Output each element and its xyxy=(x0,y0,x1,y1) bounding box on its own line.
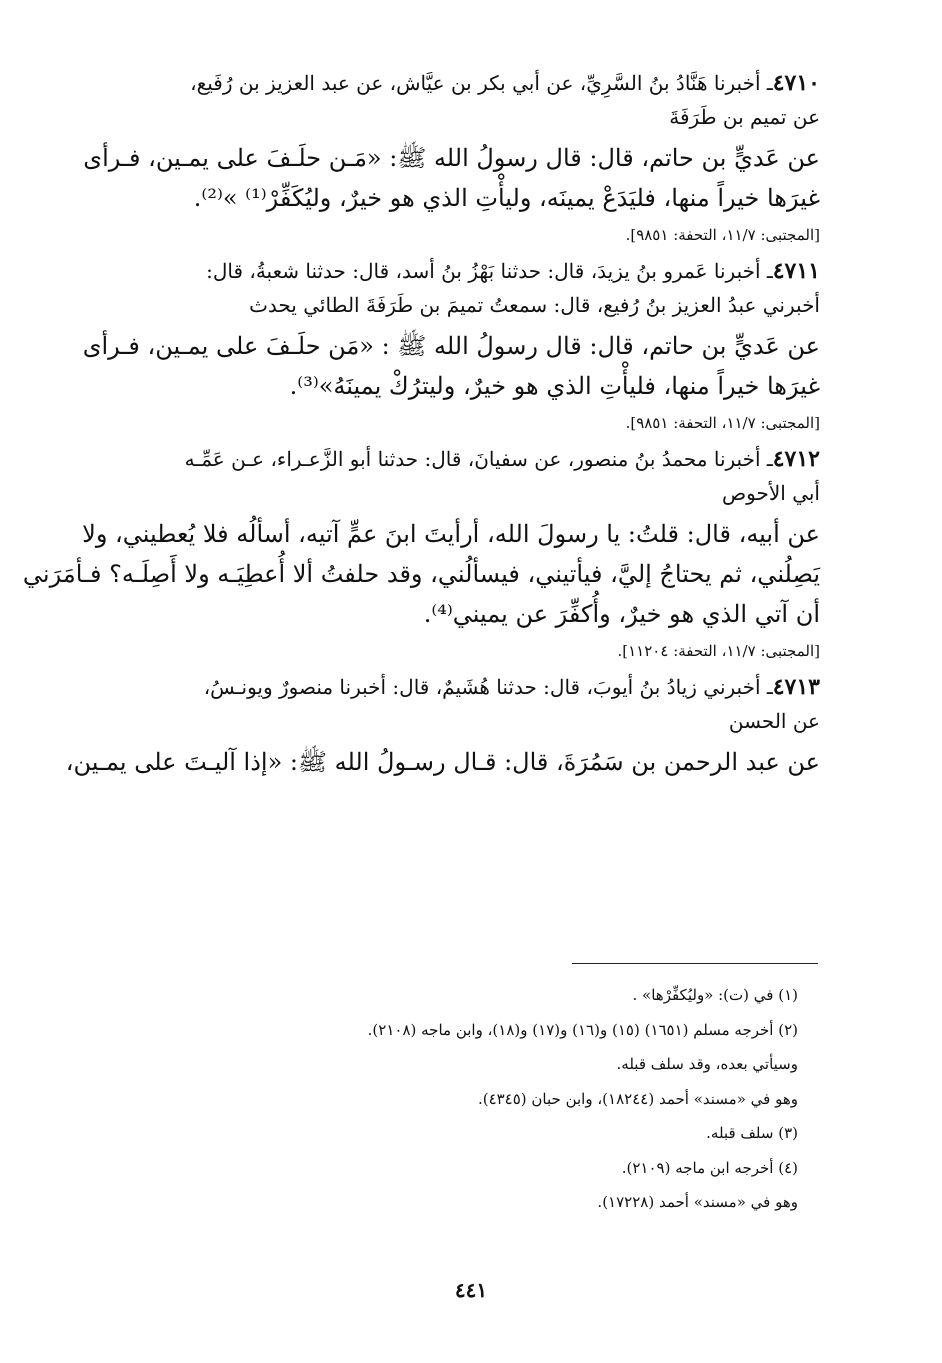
hadith-entry xyxy=(82,254,820,436)
hadith-entry xyxy=(83,66,820,248)
reference-line: [المجتبى: ١١/٧، التحفة: ٩٨٥١]. xyxy=(625,226,820,244)
hadith-number: ٤٧١٠ xyxy=(772,70,820,96)
hadith-number: ٤٧١٢ xyxy=(772,446,820,472)
isnad-line xyxy=(108,442,820,476)
isnad-line: عن تميم بن طَرَفَةَ xyxy=(669,105,820,129)
footnote: وهو في «مسند» أحمد (١٨٢٤٤)، وابن حبان (٤٣٤٥). xyxy=(477,1089,798,1108)
footnote: (١) في (ت): «وليُكفِّرْها» . xyxy=(632,986,798,1004)
isnad-text: ـ أخبرني زيادُ بنُ أيوبَ، قال: حدثنا هُشَيمٌ، قال: أخبرنا منصورٌ ويونـسُ، xyxy=(203,675,773,699)
matn-line: أن آتي الذي هو خيرٌ، وأُكفِّرَ عن يميني⁽⁴⁾. xyxy=(423,600,820,628)
matn-line: يَصِلُني، ثم يحتاجُ إليَّ، فيأتيني، فيسألُني، وقد حلفتُ ألا أُعطِيَـه ولا أَصِلَـه؟ فـأمَرَني xyxy=(22,560,820,588)
footnotes xyxy=(108,978,798,1220)
isnad-text: ـ أخبرنا محمدُ بنُ منصور، عن سفيانَ، قال: حدثنا أبو الزَّعـراء، عـن عَمِّـه xyxy=(184,447,773,471)
matn-line: عن عَديٍّ بن حاتم، قال: قال رسولُ الله ﷺ : «مَن حلَـفَ على يمـين، فـرأى xyxy=(82,332,820,360)
isnad-line: عن الحسن xyxy=(728,709,820,733)
page-number: ٤٤١ xyxy=(454,1278,488,1302)
isnad-text: ـ أخبرنا عَمرو بنُ يزيدَ، قال: حدثنا بَهْزُ بنُ أسد، قال: حدثنا شعبةُ، قال: xyxy=(206,259,773,283)
reference-line: [المجتبى: ١١/٧، التحفة: ٩٨٥١]. xyxy=(625,414,820,432)
matn-line: عن أبيه، قال: قلتُ: يا رسولَ الله، أرأيتَ ابنَ عمٍّ آتيه، أسألُه فلا يُعطيني، ولا xyxy=(82,520,820,548)
isnad-line xyxy=(108,254,820,288)
isnad-line: أبي الأحوص xyxy=(722,481,820,505)
hadith-number: ٤٧١٣ xyxy=(772,674,820,700)
matn-line: عن عَديٍّ بن حاتم، قال: قال رسولُ الله ﷺ: «مَـن حلَـفَ على يمـين، فـرأى xyxy=(83,144,820,172)
hadith-number: ٤٧١١ xyxy=(772,258,820,284)
matn-line: غيرَها خيراً منها، فليَدَعْ يمينَه، وليأْتِ الذي هو خيرٌ، وليُكَفِّرْ⁽¹⁾ »⁽²⁾. xyxy=(193,184,820,212)
footnote: (٤) أخرجه ابن ماجه (٢١٠٩). xyxy=(621,1158,798,1177)
isnad-line xyxy=(108,670,820,704)
footnote: وسيأتي بعده، وقد سلف قبله. xyxy=(616,1055,798,1073)
isnad-text: ـ أخبرنا هَنَّادُ بنُ السَّرِيِّ، عن أبي بكر بن عيَّاش، عن عبد العزيز بن رُفَيع، xyxy=(190,71,773,95)
hadith-entry xyxy=(65,670,820,782)
footnote: (٣) سلف قبله. xyxy=(706,1124,798,1142)
main-text xyxy=(22,66,820,782)
footnote: (٢) أخرجه مسلم (١٦٥١) (١٥) و(١٦) و(١٧) و(١٨)، وابن ماجه (٢١٠٨). xyxy=(367,1020,798,1039)
matn-line: عن عبد الرحمن بن سَمُرَةَ، قال: قـال رسـولُ الله ﷺ: «إذا آليـتَ على يمـين، xyxy=(65,748,820,776)
footnote: وهو في «مسند» أحمد (١٧٢٢٨). xyxy=(597,1193,798,1211)
hadith-entry xyxy=(22,442,820,664)
footnote-separator xyxy=(572,963,818,964)
isnad-line: أخبرني عبدُ العزيز بنُ رُفيع، قال: سمعتُ تميمَ بن طَرَفَةَ الطائي يحدث xyxy=(249,293,820,317)
isnad-line xyxy=(108,66,820,100)
reference-line: [المجتبى: ١١/٧، التحفة: ١١٢٠٤]. xyxy=(617,642,820,660)
matn-line: غيرَها خيراً منها، فليأْتِ الذي هو خيرٌ، وليترُكْ يمينَهُ»⁽³⁾. xyxy=(289,372,820,400)
